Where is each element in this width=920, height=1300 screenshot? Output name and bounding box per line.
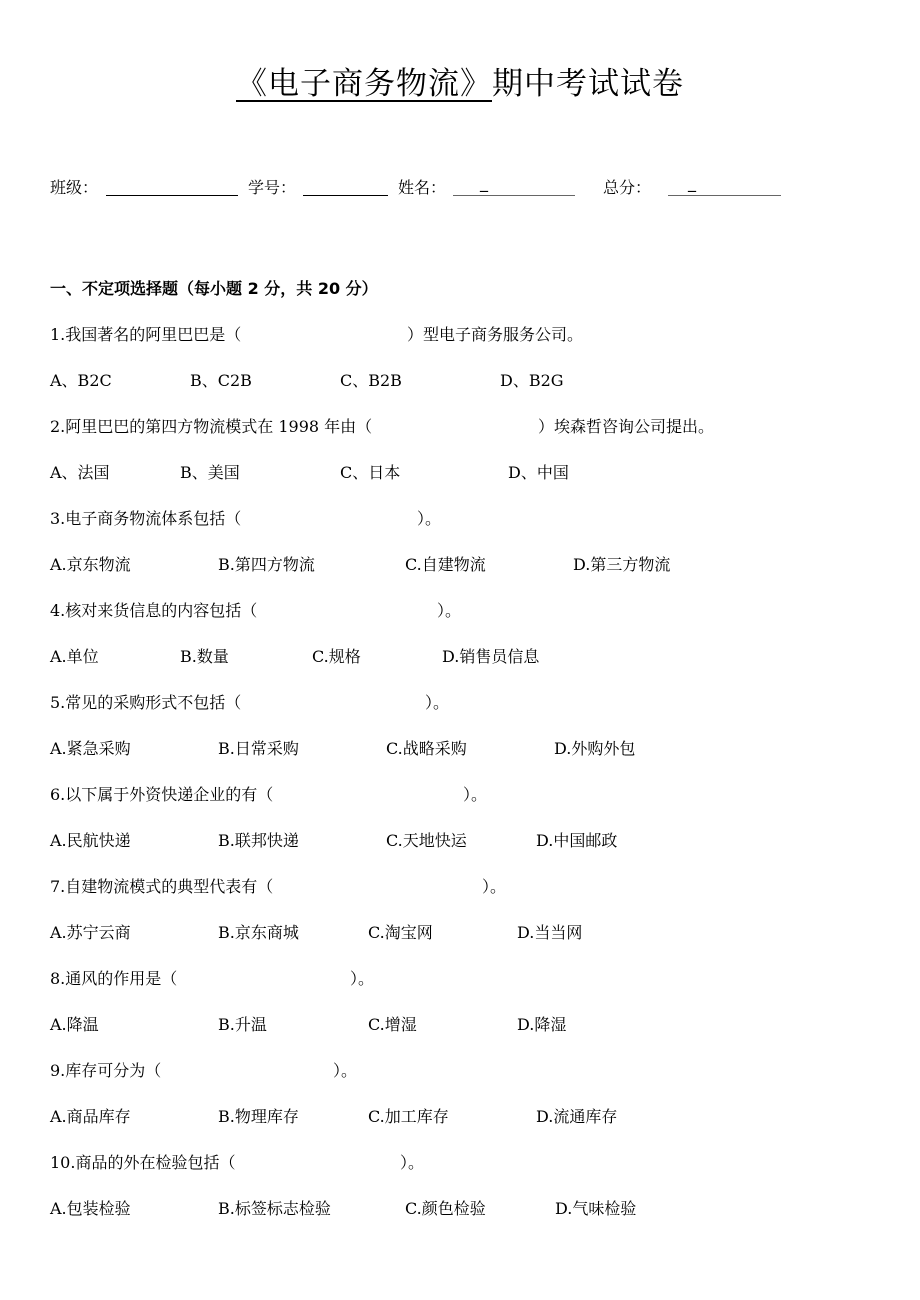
answer-option: A.单位 [50,647,99,666]
answer-option: B.联邦快递 [218,831,299,850]
student-id-field[interactable] [303,177,388,196]
answer-option: A.苏宁云商 [50,923,131,942]
answer-option: C.颜色检验 [405,1199,486,1218]
answer-option: A.包装检验 [50,1199,131,1218]
score-field[interactable] [668,177,781,196]
answer-option: A.紧急采购 [50,739,131,758]
answer-option: A.商品库存 [50,1107,131,1126]
answer-option: B、美国 [180,463,240,482]
question-text: 7.自建物流模式的典型代表有（ [50,877,274,896]
answer-option: D.中国邮政 [536,831,618,850]
question-tail: ）。 [350,969,375,988]
answer-option: C.规格 [312,647,361,666]
question-text: 8.通风的作用是（ [50,969,178,988]
question-text: 6.以下属于外资快递企业的有（ [50,785,274,804]
answer-option: C、日本 [340,463,401,482]
exam-title [0,58,920,103]
answer-option: D.降湿 [517,1015,567,1034]
question-text: 2.阿里巴巴的第四方物流模式在 1998 年由（ [50,417,373,436]
answer-option: B.物理库存 [218,1107,299,1126]
class-label: 班级： [50,178,99,197]
class-field[interactable] [106,177,238,196]
name-field-mark: _ [480,173,488,192]
answer-option: C.加工库存 [368,1107,449,1126]
question-tail: ）。 [437,601,462,620]
question-tail: ）型电子商务服务公司。 [407,325,584,344]
answer-option: B.升温 [218,1015,267,1034]
answer-option: C.增湿 [368,1015,417,1034]
answer-option: C.自建物流 [405,555,486,574]
score-field-mark: _ [688,173,696,192]
answer-option: A.民航快递 [50,831,131,850]
course-name: 《电子商务物流》 [236,66,492,102]
question-tail: ）。 [417,509,442,528]
answer-option: D.流通库存 [536,1107,618,1126]
answer-option: D.当当网 [517,923,583,942]
answer-option: D.外购外包 [554,739,636,758]
question-text: 5.常见的采购形式不包括（ [50,693,242,712]
question-text: 10.商品的外在检验包括（ [50,1153,236,1172]
question-tail: ）。 [425,693,450,712]
answer-option: C.淘宝网 [368,923,433,942]
answer-option: D.气味检验 [555,1199,637,1218]
answer-option: A、法国 [50,463,110,482]
name-label: 姓名： [398,178,447,197]
answer-option: B.数量 [180,647,229,666]
question-text: 1.我国著名的阿里巴巴是（ [50,325,242,344]
answer-option: A.降温 [50,1015,99,1034]
answer-option: B、C2B [190,371,252,390]
answer-option: C.天地快运 [386,831,467,850]
answer-option: C.战略采购 [386,739,467,758]
answer-option: D、中国 [508,463,569,482]
question-tail: ）。 [463,785,488,804]
answer-option: D、B2G [500,371,564,390]
answer-option: A、B2C [50,371,112,390]
answer-option: D.第三方物流 [573,555,671,574]
section-heading: 一、不定项选择题（每小题 2 分，共 20 分） [50,279,378,298]
question-tail: ）埃森哲咨询公司提出。 [538,417,715,436]
answer-option: B.日常采购 [218,739,299,758]
student-id-label: 学号： [248,178,297,197]
question-text: 4.核对来货信息的内容包括（ [50,601,258,620]
answer-option: B.第四方物流 [218,555,315,574]
answer-option: A.京东物流 [50,555,131,574]
question-tail: ）。 [400,1153,425,1172]
answer-option: B.京东商城 [218,923,299,942]
question-tail: ）。 [333,1061,358,1080]
name-field[interactable] [453,177,575,196]
question-text: 3.电子商务物流体系包括（ [50,509,242,528]
score-label: 总分： [603,178,652,197]
answer-option: D.销售员信息 [442,647,540,666]
answer-option: C、B2B [340,371,402,390]
answer-option: B.标签标志检验 [218,1199,331,1218]
question-text: 9.库存可分为（ [50,1061,162,1080]
question-tail: ）。 [482,877,507,896]
exam-name: 期中考试试卷 [492,66,684,102]
